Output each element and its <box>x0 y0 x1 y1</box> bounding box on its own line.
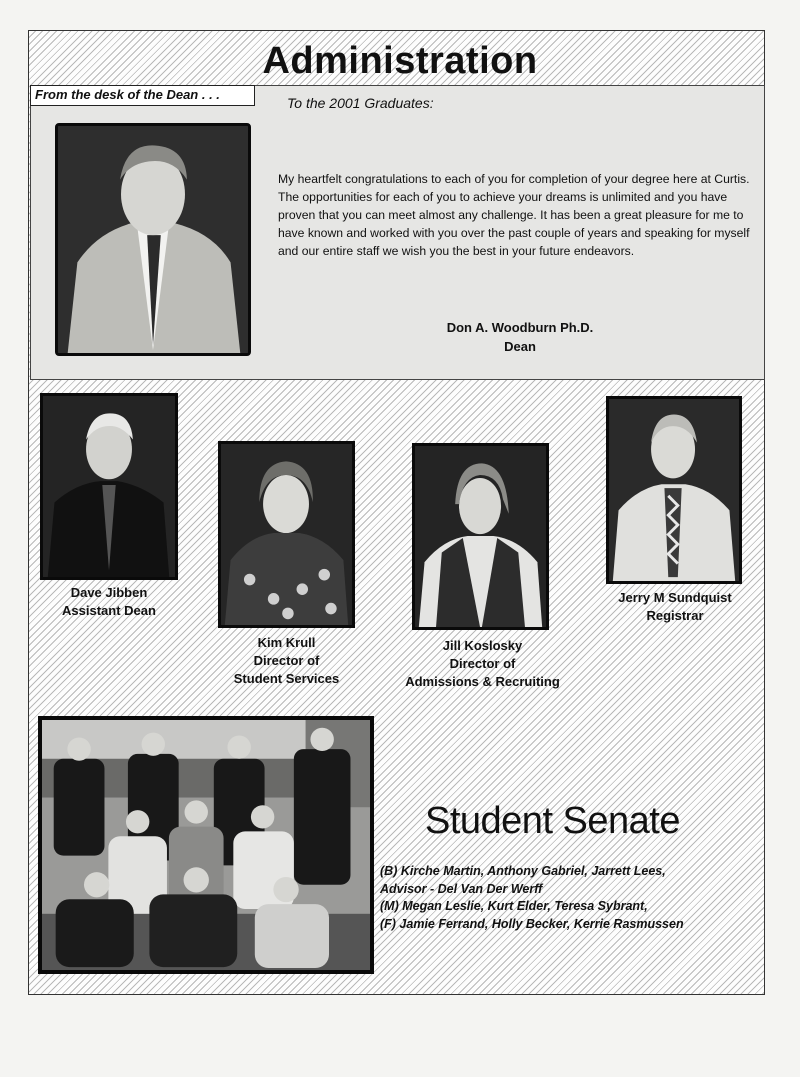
staff-caption-jill-koslosky <box>385 637 580 691</box>
staff-title: Registrar <box>646 608 704 623</box>
dean-title: Dean <box>504 339 536 354</box>
senate-line: (F) Jamie Ferrand, Holly Becker, Kerrie Rasmussen <box>380 916 684 931</box>
dean-letter-body: My heartfelt congratulations to each of you for completion of your degree here at Curtis. The opportunities for each of you to achieve your dreams is unlimited and you have proven that you can meet almost any challenge. It has been a great pleasure for me to have known and worked with you over the past couple of years and speaking for myself and our entire staff we wish you the best in your future endeavors. <box>278 172 750 258</box>
senate-line: (B) Kirche Martin, Anthony Gabriel, Jarrett Lees, <box>380 864 666 878</box>
staff-name: Kim Krull <box>257 635 316 650</box>
staff-caption-kim-krull <box>205 634 368 688</box>
staff-photo-dave-jibben <box>40 393 178 580</box>
staff-title: Student Services <box>233 671 340 686</box>
letter-salutation: To the 2001 Graduates: <box>287 95 434 111</box>
staff-photo-jill-koslosky <box>412 443 549 630</box>
page-title: Administration <box>262 40 538 82</box>
senate-line: Advisor - Del Van Der Werff <box>380 881 543 896</box>
dean-desk-tag: From the desk of the Dean . . . <box>30 85 255 106</box>
staff-title: Director of <box>253 653 320 668</box>
student-senate-photo <box>38 716 374 974</box>
staff-caption-dave-jibben <box>40 584 178 620</box>
dean-signature <box>400 318 640 356</box>
staff-photo-kim-krull <box>218 441 355 628</box>
staff-photo-jerry-sundquist <box>606 396 742 584</box>
dean-photo <box>55 123 251 356</box>
student-senate-names <box>380 863 684 933</box>
staff-name: Jerry M Sundquist <box>618 590 732 605</box>
staff-caption-jerry-sundquist <box>585 589 765 625</box>
student-senate-title: Student Senate <box>425 800 680 842</box>
staff-title: Director of <box>449 656 516 671</box>
staff-name: Dave Jibben <box>70 585 148 600</box>
staff-title: Admissions & Recruiting <box>405 674 560 689</box>
staff-title: Assistant Dean <box>62 603 156 618</box>
senate-line: (M) Megan Leslie, Kurt Elder, Teresa Sybrant, <box>380 899 648 913</box>
dean-name: Don A. Woodburn Ph.D. <box>446 320 594 335</box>
staff-name: Jill Koslosky <box>442 638 523 653</box>
